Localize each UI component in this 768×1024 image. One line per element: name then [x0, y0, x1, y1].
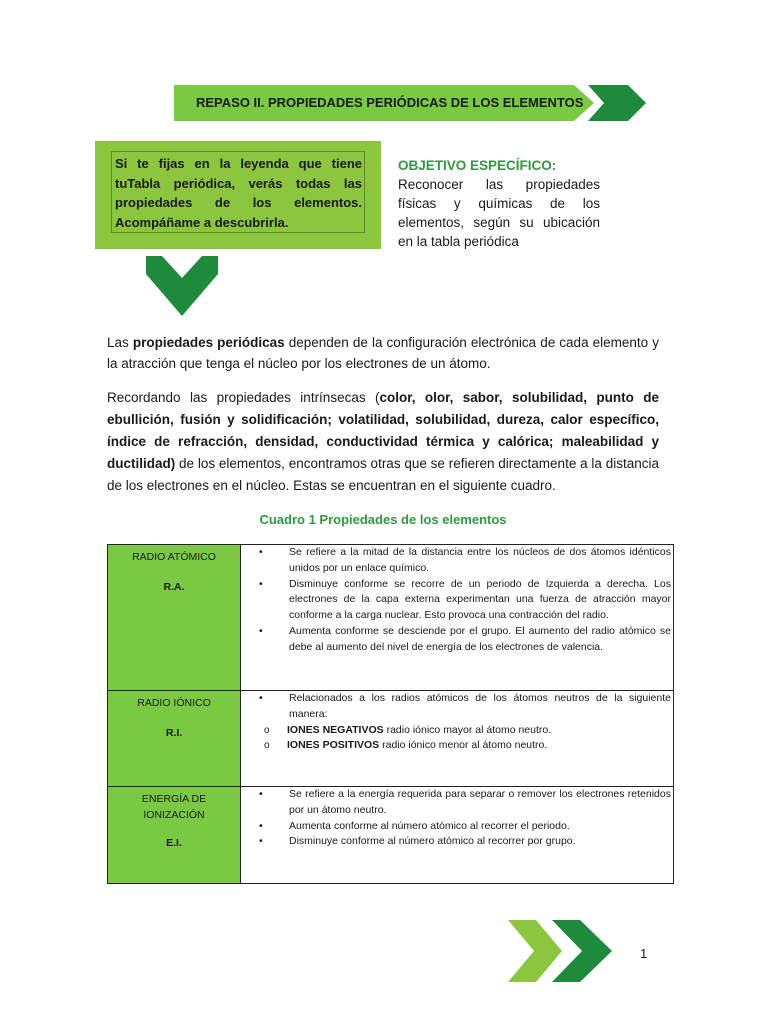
page-number: 1	[640, 946, 648, 961]
list-item: • Aumenta conforme al número atómico al recorrer el periodo.	[289, 819, 673, 835]
property-label-cell	[108, 787, 241, 884]
table-row	[108, 787, 674, 884]
list-item-text: radio iónico mayor al átomo neutro.	[383, 723, 552, 736]
callout-text: Si te fijas en la leyenda que tiene tuTabla periódica, verás todas las propiedades de los elementos. Acompáñame a descubrirla.	[111, 151, 365, 233]
callout-box	[95, 141, 381, 249]
list-item: • Relacionados a los radios atómicos de los átomos neutros de la siguiente manera:	[289, 691, 673, 723]
header-banner	[174, 85, 646, 121]
paragraph-text: Recordando las propiedades intrínsecas (	[107, 390, 380, 405]
property-name: RADIO IÓNICO	[137, 697, 211, 709]
paragraph-text: dependen de la configuración electrónica de cada elemento y la atracción que tenga el núcleo por los electrones de un átomo.	[107, 335, 659, 371]
objective-text: Reconocer las propiedades físicas y químicas de los elementos, según su ubicación en la tabla periódica	[398, 177, 600, 249]
property-label-cell	[108, 691, 241, 787]
objective-section	[398, 158, 600, 251]
list-item-text: radio iónico menor al átomo neutro.	[379, 739, 548, 752]
footer-chevrons	[508, 920, 616, 982]
chevron-right-icon	[588, 85, 646, 121]
property-description-cell	[241, 691, 674, 787]
list-item: • Se refiere a la mitad de la distancia entre los núcleos de dos átomos idénticos unidos por un enlace químico.	[289, 545, 673, 577]
list-item: • Disminuye conforme al número atómico al recorrer por grupo.	[289, 834, 673, 850]
paragraph-text: Las	[107, 335, 133, 350]
property-abbr: E.I.	[166, 837, 182, 849]
table-row	[108, 545, 674, 691]
table-caption: Cuadro 1 Propiedades de los elementos	[259, 512, 507, 527]
property-name: ENERGÍA DE IONIZACIÓN	[141, 793, 207, 821]
property-label-cell	[108, 545, 241, 691]
page-title: REPASO II. PROPIEDADES PERIÓDICAS DE LOS ELEMENTOS	[196, 95, 584, 110]
property-abbr: R.A.	[163, 581, 185, 593]
property-description-cell	[241, 545, 674, 691]
list-item: • Aumenta conforme se desciende por el grupo. El aumento del radio atómico se debe al aumento del nivel de energía de los electrones de valencia.	[289, 624, 673, 656]
property-description-cell	[241, 787, 674, 884]
list-item: • Disminuye conforme se recorre de un periodo de Izquierda a derecha. Los electrones de la capa externa experimentan una fuerza de atracción mayor conforme a la carga nuclear. Esto provoca una contracción del radio.	[289, 577, 673, 624]
list-item	[287, 723, 673, 739]
paragraph-bold-text: propiedades periódicas	[132, 335, 285, 350]
chevron-down-icon	[146, 256, 218, 316]
paragraph-text: de los elementos, encontramos otras que se refieren directamente a la distancia de los electrones en el núcleo. Estas se encuentran en el siguiente cuadro.	[107, 456, 659, 493]
properties-paragraph	[107, 387, 659, 497]
list-item: • Se refiere a la energía requerida para separar o remover los electrones retenidos por un átomo neutro.	[289, 787, 673, 819]
properties-table	[107, 544, 674, 884]
list-item-bold: IONES NEGATIVOS	[287, 723, 384, 736]
chevron-right-icon	[508, 920, 570, 982]
paragraph-bold-text: color, olor, sabor, solubilidad, punto de ebullición, fusión y solidificación; volatilidad, solubilidad, dureza, calor específico, índice de refracción, densidad, conductividad térmica y calórica; maleabilidad y ductilidad)	[107, 390, 659, 471]
list-item-bold: IONES POSITIVOS	[287, 739, 380, 752]
property-abbr: R.I.	[165, 727, 183, 739]
property-name: RADIO ATÓMICO	[132, 551, 216, 563]
intro-paragraph	[107, 332, 659, 374]
table-row	[108, 691, 674, 787]
list-item	[287, 738, 673, 754]
objective-title: OBJETIVO ESPECÍFICO:	[398, 158, 557, 173]
